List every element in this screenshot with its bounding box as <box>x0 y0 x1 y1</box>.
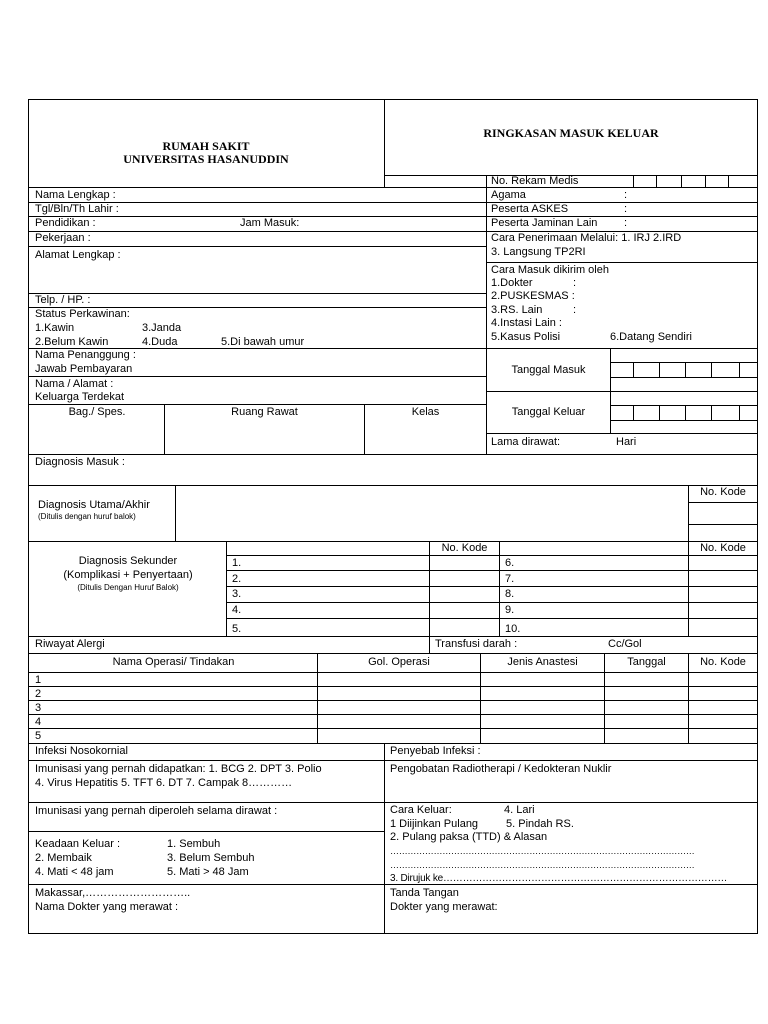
form-title: RINGKASAN MASUK KELUAR <box>483 126 659 140</box>
diagnosis-utama-note: (Ditulis dengan huruf balok) <box>38 512 136 521</box>
dikirim-rs-lain: 3.RS. Lain <box>491 304 543 316</box>
imunisasi-dirawat-label: Imunisasi yang pernah diperoleh selama dirawat : <box>35 805 278 817</box>
hari-label: Hari <box>616 436 637 448</box>
no-kode-header-kanan: No. Kode <box>700 542 746 554</box>
agama-label: Agama <box>491 189 526 201</box>
makassar-date-label: Makassar,……………………….. <box>35 887 191 899</box>
nama-lengkap-label: Nama Lengkap : <box>35 189 116 201</box>
diagnosis-sekunder-item: 7. <box>505 573 515 585</box>
diagnosis-sekunder-item: 8. <box>505 588 515 600</box>
operasi-header-nama: Nama Operasi/ Tindakan <box>112 656 235 668</box>
alamat-label: Alamat Lengkap : <box>35 249 121 261</box>
jam-masuk-label: Jam Masuk: <box>240 217 300 229</box>
alasan-dots-2: …………………………………………………………………………………………… <box>390 860 695 870</box>
diagnosis-sekunder-item: 1. <box>232 557 242 569</box>
kelas-header: Kelas <box>411 406 440 418</box>
keadaan-membaik: 2. Membaik <box>35 852 92 864</box>
dikirim-polisi: 5.Kasus Polisi <box>491 331 561 343</box>
cara-keluar-dirujuk: 3. Dirujuk ke…………………………………………………………………………… <box>390 873 728 884</box>
nama-dokter-label: Nama Dokter yang merawat : <box>35 901 179 913</box>
jaminan-colon: : <box>624 217 628 229</box>
diagnosis-sekunder-item: 2. <box>232 573 242 585</box>
hospital-name-line1: RUMAH SAKIT <box>162 139 250 153</box>
diagnosis-sekunder-item: 3. <box>232 588 242 600</box>
keluarga-label-2: Keluarga Terdekat <box>35 391 125 403</box>
diagnosis-masuk-label: Diagnosis Masuk : <box>35 456 125 468</box>
tanggal-masuk-label: Tanggal Masuk <box>511 364 586 376</box>
cara-keluar-lari: 4. Lari <box>504 804 535 816</box>
pekerjaan-label: Pekerjaan : <box>35 232 91 244</box>
diagnosis-sekunder-note: (Ditulis Dengan Huruf Balok) <box>77 583 179 592</box>
option-kawin: 1.Kawin <box>35 322 75 334</box>
rs-lain-colon: : <box>573 304 577 316</box>
keadaan-mati-kurang: 4. Mati < 48 jam <box>35 866 114 878</box>
status-perkawinan-label: Status Perkawinan: <box>35 308 130 320</box>
cara-keluar-diijinkan: 1 Diijinkan Pulang <box>390 818 479 830</box>
penanggung-label-2: Jawab Pembayaran <box>35 363 133 375</box>
keadaan-keluar-label: Keadaan Keluar : <box>35 838 121 850</box>
dokter-colon: : <box>573 277 577 289</box>
operasi-row-number: 4 <box>35 716 42 728</box>
operasi-header-kode: No. Kode <box>700 656 746 668</box>
dikirim-instasi: 4.Instasi Lain : <box>491 317 562 329</box>
operasi-header-gol: Gol. Operasi <box>368 656 430 668</box>
tanggal-keluar-label: Tanggal Keluar <box>511 406 586 418</box>
operasi-header-anastesi: Jenis Anastesi <box>507 656 578 668</box>
hospital-name-line2: UNIVERSITAS HASANUDDIN <box>123 152 289 166</box>
keadaan-belum-sembuh: 3. Belum Sembuh <box>167 852 255 864</box>
diagnosis-sekunder-item: 10. <box>505 623 521 635</box>
askes-label: Peserta ASKES <box>491 203 569 215</box>
diagnosis-utama-label: Diagnosis Utama/Akhir <box>38 499 150 511</box>
jaminan-label: Peserta Jaminan Lain <box>491 217 598 229</box>
penanggung-label-1: Nama Penanggung : <box>35 349 136 361</box>
langsung-label: 3. Langsung TP2RI <box>491 246 586 258</box>
cara-keluar-label: Cara Keluar: <box>390 804 452 816</box>
diagnosis-sekunder-sub: (Komplikasi + Penyertaan) <box>63 569 193 581</box>
askes-colon: : <box>624 203 628 215</box>
diagnosis-sekunder-item: 6. <box>505 557 515 569</box>
dokter-merawat-label: Dokter yang merawat: <box>390 901 498 913</box>
tanda-tangan-label: Tanda Tangan <box>390 887 459 899</box>
bag-spes-header: Bag./ Spes. <box>68 406 126 418</box>
telp-label: Telp. / HP. : <box>35 294 91 306</box>
keadaan-sembuh: 1. Sembuh <box>167 838 221 850</box>
operasi-row-number: 5 <box>35 730 42 742</box>
cc-gol-label: Cc/Gol <box>608 638 642 650</box>
no-kode-header-utama: No. Kode <box>700 486 746 498</box>
cara-keluar-pindah: 5. Pindah RS. <box>506 818 574 830</box>
lama-dirawat-label: Lama dirawat: <box>491 436 561 448</box>
pengobatan-label: Pengobatan Radiotherapi / Kedokteran Nuklir <box>390 763 612 775</box>
operasi-row-number: 2 <box>35 688 42 700</box>
dikirim-datang-sendiri: 6.Datang Sendiri <box>610 331 692 343</box>
keluarga-label-1: Nama / Alamat : <box>35 378 114 390</box>
riwayat-alergi-label: Riwayat Alergi <box>35 638 105 650</box>
operasi-row-number: 1 <box>35 674 42 686</box>
diagnosis-sekunder-label: Diagnosis Sekunder <box>78 555 178 567</box>
option-duda: 4.Duda <box>142 336 178 348</box>
cara-penerimaan-label: Cara Penerimaan Melalui: 1. IRJ 2.IRD <box>491 232 682 244</box>
rekam-medis-label: No. Rekam Medis <box>491 175 579 187</box>
dikirim-dokter: 1.Dokter <box>491 277 533 289</box>
dikirim-puskesmas: 2.PUSKESMAS : <box>491 290 575 302</box>
transfusi-label: Transfusi darah : <box>435 638 518 650</box>
option-belum-kawin: 2.Belum Kawin <box>35 336 109 348</box>
keadaan-mati-lebih: 5. Mati > 48 Jam <box>167 866 249 878</box>
imunisasi-didapatkan-line1: Imunisasi yang pernah didapatkan: 1. BCG 2. DPT 3. Polio <box>35 763 322 775</box>
cara-keluar-paksa: 2. Pulang paksa (TTD) & Alasan <box>390 831 548 843</box>
alasan-dots-1: …………………………………………………………………………………………… <box>390 846 695 856</box>
diagnosis-sekunder-item: 5. <box>232 623 242 635</box>
infeksi-nosokornial-label: Infeksi Nosokornial <box>35 745 128 757</box>
option-janda: 3.Janda <box>142 322 182 334</box>
no-kode-header-kiri: No. Kode <box>441 542 488 554</box>
operasi-row-number: 3 <box>35 702 42 714</box>
option-di-bawah-umur: 5.Di bawah umur <box>221 336 305 348</box>
diagnosis-sekunder-item: 9. <box>505 604 515 616</box>
operasi-header-tanggal: Tanggal <box>627 656 666 668</box>
imunisasi-didapatkan-line2: 4. Virus Hepatitis 5. TFT 6. DT 7. Campak 8………… <box>35 777 293 789</box>
ruang-rawat-header: Ruang Rawat <box>231 406 298 418</box>
diagnosis-sekunder-item: 4. <box>232 604 242 616</box>
agama-colon: : <box>624 189 628 201</box>
tgl-lahir-label: Tgl/Bln/Th Lahir : <box>35 203 119 215</box>
cara-masuk-label: Cara Masuk dikirim oleh <box>491 264 609 276</box>
penyebab-infeksi-label: Penyebab Infeksi : <box>390 745 481 757</box>
pendidikan-label: Pendidikan : <box>35 217 96 229</box>
